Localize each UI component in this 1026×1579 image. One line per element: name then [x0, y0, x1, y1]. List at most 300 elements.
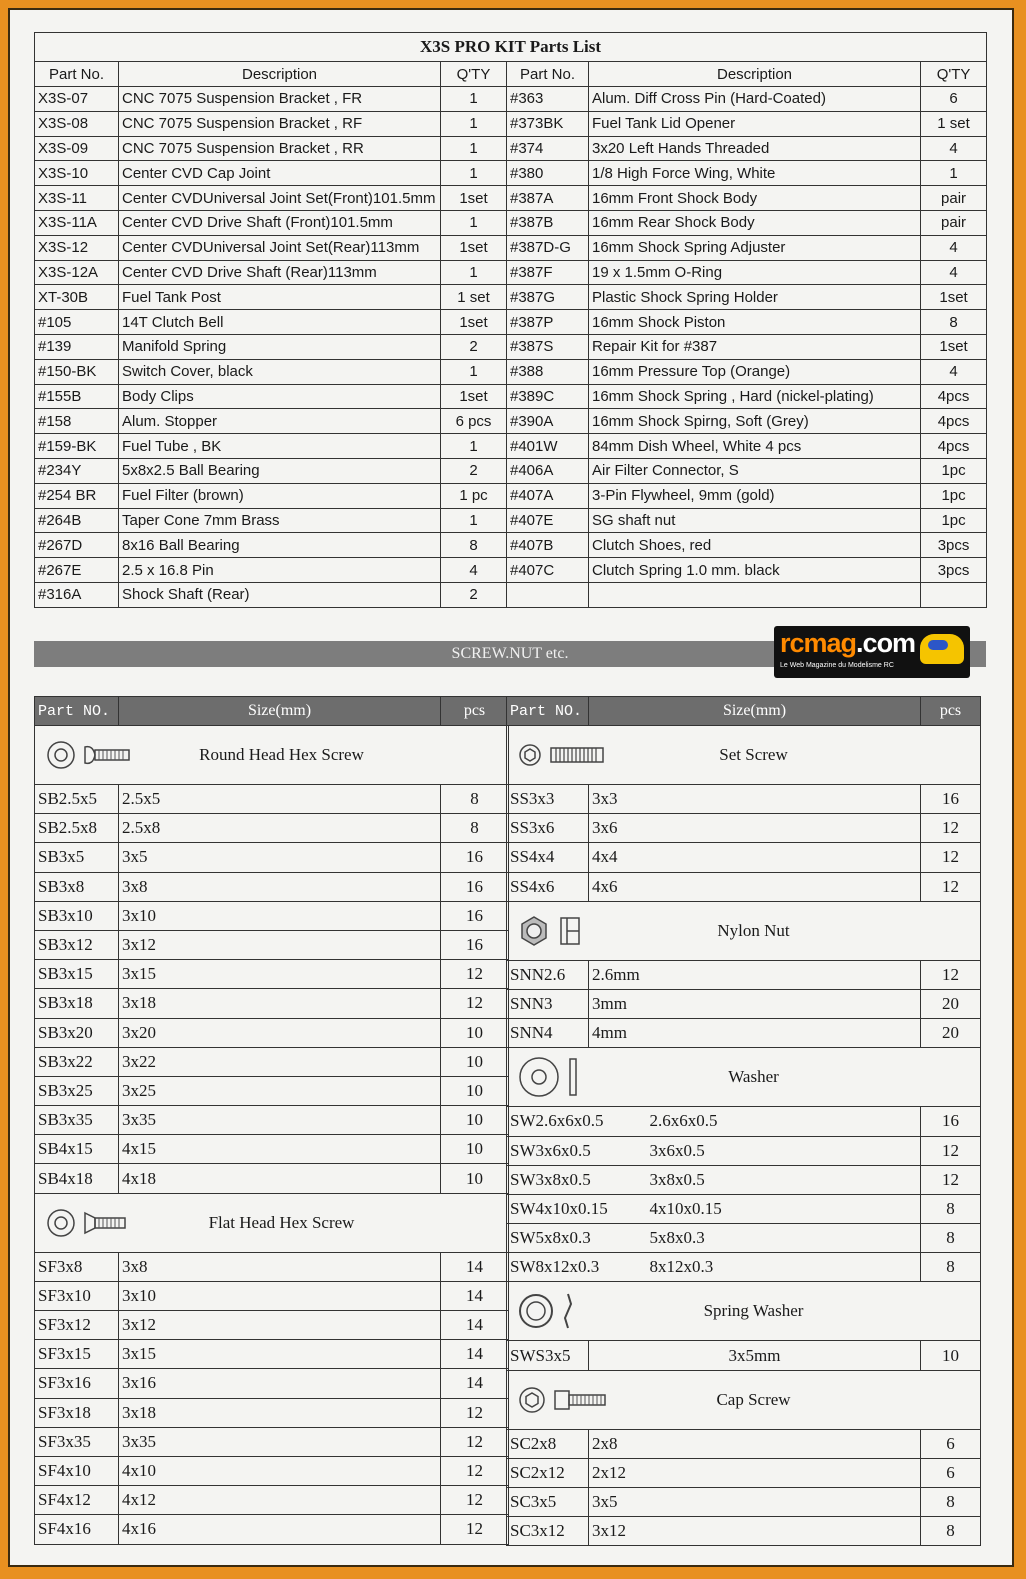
pieces: 14 [441, 1369, 509, 1398]
table-row [35, 1135, 509, 1164]
pieces: 10 [441, 1164, 509, 1193]
pieces: 10 [441, 1047, 509, 1076]
size: 3x22 [119, 1047, 441, 1076]
description: 16mm Front Shock Body [589, 186, 921, 211]
quantity: 1 set [921, 111, 987, 136]
part-number: #387D-G [507, 235, 589, 260]
pieces: 12 [921, 960, 981, 989]
part-number: #388 [507, 359, 589, 384]
table-row [35, 260, 987, 285]
description: CNC 7075 Suspension Bracket , FR [119, 87, 441, 112]
description: Switch Cover, black [119, 359, 441, 384]
table-row [35, 1340, 509, 1369]
quantity: 8 [921, 310, 987, 335]
screw-header-row [507, 697, 981, 726]
size: 3x12 [589, 1517, 921, 1546]
logo-word: rcmag [780, 628, 857, 658]
part-number: SW4x10x0.15 [507, 1194, 589, 1223]
table-row [35, 1281, 509, 1310]
quantity: 1set [441, 310, 507, 335]
size: 4x4 [589, 843, 921, 872]
description: Center CVD Drive Shaft (Front)101.5mm [119, 210, 441, 235]
pieces: 10 [441, 1106, 509, 1135]
pieces: 14 [441, 1340, 509, 1369]
part-number: #105 [35, 310, 119, 335]
table-row [35, 508, 987, 533]
part-number: SF4x12 [35, 1486, 119, 1515]
part-number: SF3x10 [35, 1281, 119, 1310]
part-number: X3S-10 [35, 161, 119, 186]
table-row [507, 1517, 981, 1546]
pieces: 8 [921, 1517, 981, 1546]
part-number: SB4x15 [35, 1135, 119, 1164]
quantity: 2 [441, 334, 507, 359]
part-number: SB3x22 [35, 1047, 119, 1076]
section-row [507, 1282, 981, 1341]
description: Fuel Tank Post [119, 285, 441, 310]
part-number: SC2x8 [507, 1429, 589, 1458]
pieces: 6 [921, 1458, 981, 1487]
table-row [35, 1164, 509, 1193]
screw-header-cell: Size(mm) [589, 697, 921, 726]
section-cell [507, 1048, 981, 1107]
description: Center CVDUniversal Joint Set(Rear)113mm [119, 235, 441, 260]
part-number: #407B [507, 533, 589, 558]
table-row [35, 87, 987, 112]
quantity: 2 [441, 458, 507, 483]
table-row [35, 1486, 509, 1515]
description: 3-Pin Flywheel, 9mm (gold) [589, 483, 921, 508]
description: 16mm Shock Spring , Hard (nickel-plating) [589, 384, 921, 409]
section-row [507, 1370, 981, 1429]
part-number: SF3x35 [35, 1427, 119, 1456]
quantity: 1set [441, 186, 507, 211]
quantity: 1 [441, 161, 507, 186]
part-number: SW2.6x6x0.5 [507, 1107, 589, 1136]
part-number: SS3x6 [507, 814, 589, 843]
section-title: Flat Head Hex Screw [208, 1212, 355, 1232]
screw-header-row [35, 697, 509, 726]
section-row [35, 1193, 509, 1252]
quantity: 1 [921, 161, 987, 186]
part-number: SB2.5x8 [35, 814, 119, 843]
parts-list-table [34, 32, 987, 608]
description: Air Filter Connector, S [589, 458, 921, 483]
quantity: 1 [441, 136, 507, 161]
table-row [35, 1369, 509, 1398]
part-number: SS4x6 [507, 872, 589, 901]
size: 3x8 [119, 872, 441, 901]
quantity: 1 [441, 434, 507, 459]
screw-header-cell: Size(mm) [119, 697, 441, 726]
table-row [507, 814, 981, 843]
part-number: #373BK [507, 111, 589, 136]
description: Fuel Tube , BK [119, 434, 441, 459]
screw-table-left [34, 696, 509, 1545]
description: 16mm Pressure Top (Orange) [589, 359, 921, 384]
table-row [507, 989, 981, 1018]
pieces: 16 [921, 1107, 981, 1136]
parts-header-cell: Part No. [507, 62, 589, 87]
screw-header-cell: Part NO. [507, 697, 589, 726]
part-number: #387P [507, 310, 589, 335]
quantity: 3pcs [921, 533, 987, 558]
description: 16mm Shock Spring Adjuster [589, 235, 921, 260]
description: 16mm Shock Spirng, Soft (Grey) [589, 409, 921, 434]
cap-screw-icon [517, 1385, 607, 1415]
part-number: #267D [35, 533, 119, 558]
table-row [507, 1019, 981, 1048]
pieces: 14 [441, 1281, 509, 1310]
quantity: 8 [441, 533, 507, 558]
part-number: SB2.5x5 [35, 785, 119, 814]
quantity [921, 582, 987, 607]
size: 2x12 [589, 1458, 921, 1487]
table-row [35, 582, 987, 607]
table-row [35, 186, 987, 211]
part-number: #387S [507, 334, 589, 359]
part-number: SB3x8 [35, 872, 119, 901]
table-row [35, 872, 509, 901]
size: 4x12 [119, 1486, 441, 1515]
part-number: SB3x12 [35, 930, 119, 959]
screw-header-cell: pcs [921, 697, 981, 726]
size-value: 3x6x0.5 [649, 1140, 705, 1160]
quantity: 1 [441, 359, 507, 384]
table-row [35, 1076, 509, 1105]
description: 8x16 Ball Bearing [119, 533, 441, 558]
table-row [507, 1488, 981, 1517]
table-row [35, 161, 987, 186]
set-screw-icon [517, 742, 605, 768]
pieces: 16 [441, 930, 509, 959]
size: 2.5x5 [119, 785, 441, 814]
table-row [35, 1252, 509, 1281]
screw-header-cell: Part NO. [35, 697, 119, 726]
section-row [507, 1048, 981, 1107]
pieces: 16 [441, 872, 509, 901]
size: 2x8 [589, 1429, 921, 1458]
table-row [35, 1398, 509, 1427]
part-number: #158 [35, 409, 119, 434]
description [589, 582, 921, 607]
part-number: X3S-11A [35, 210, 119, 235]
pieces: 12 [921, 843, 981, 872]
size: 3x20 [119, 1018, 441, 1047]
pieces: 12 [441, 1427, 509, 1456]
round-head-hex-screw-icon [45, 739, 131, 771]
size: 4x10 [119, 1456, 441, 1485]
part-number: SB3x15 [35, 960, 119, 989]
size [589, 1136, 921, 1165]
table-row [507, 1136, 981, 1165]
part-number: SW8x12x0.3 [507, 1253, 589, 1282]
part-number: SB3x35 [35, 1106, 119, 1135]
screw-nut-banner: SCREW.NUT etc. [34, 641, 986, 667]
size: 4mm [589, 1019, 921, 1048]
logo-tagline: Le Web Magazine du Modelisme RC [780, 662, 894, 669]
section-row [35, 726, 509, 785]
section-title: Round Head Hex Screw [199, 745, 364, 764]
size: 3x15 [119, 1340, 441, 1369]
quantity: 1 [441, 111, 507, 136]
pieces: 12 [921, 872, 981, 901]
part-number: X3S-08 [35, 111, 119, 136]
quantity: 6 [921, 87, 987, 112]
quantity: 1 [441, 508, 507, 533]
description: SG shaft nut [589, 508, 921, 533]
description: Manifold Spring [119, 334, 441, 359]
size: 3x15 [119, 960, 441, 989]
quantity: 1 [441, 210, 507, 235]
pieces: 12 [921, 1165, 981, 1194]
section-cell [35, 726, 509, 785]
table-row [35, 434, 987, 459]
size: 2.6mm [589, 960, 921, 989]
pieces: 16 [441, 901, 509, 930]
quantity: 4 [921, 136, 987, 161]
table-row [35, 384, 987, 409]
parts-header-cell: Q'TY [921, 62, 987, 87]
size: 3x25 [119, 1076, 441, 1105]
table-row [35, 533, 987, 558]
description: Fuel Filter (brown) [119, 483, 441, 508]
quantity: 4pcs [921, 409, 987, 434]
quantity: 3pcs [921, 558, 987, 583]
part-number: #159-BK [35, 434, 119, 459]
quantity: 4 [921, 235, 987, 260]
part-number: SF4x16 [35, 1515, 119, 1544]
quantity: pair [921, 186, 987, 211]
quantity: 2 [441, 582, 507, 607]
parts-header-cell: Q'TY [441, 62, 507, 87]
section-title: Spring Washer [703, 1301, 804, 1321]
table-row [35, 409, 987, 434]
part-number: SB3x20 [35, 1018, 119, 1047]
table-row [507, 1341, 981, 1370]
part-number: #155B [35, 384, 119, 409]
table-row [507, 785, 981, 814]
pieces: 8 [441, 785, 509, 814]
pieces: 20 [921, 989, 981, 1018]
part-number: #387B [507, 210, 589, 235]
description: CNC 7075 Suspension Bracket , RR [119, 136, 441, 161]
table-row [507, 872, 981, 901]
section-cell [35, 1193, 509, 1252]
quantity: 1 [441, 87, 507, 112]
table-row [35, 285, 987, 310]
size: 3x5 [589, 1488, 921, 1517]
parts-list-title: X3S PRO KIT Parts List [35, 33, 987, 62]
section-row [507, 726, 981, 785]
quantity: 1set [441, 384, 507, 409]
size: 3mm [589, 989, 921, 1018]
size: 3x5 [119, 843, 441, 872]
table-row [35, 558, 987, 583]
rcmag-logo [774, 626, 970, 678]
table-row [35, 814, 509, 843]
quantity: 1pc [921, 483, 987, 508]
part-number: #380 [507, 161, 589, 186]
quantity: 4pcs [921, 384, 987, 409]
section-cell [507, 901, 981, 960]
part-number: SB3x10 [35, 901, 119, 930]
part-number: X3S-12 [35, 235, 119, 260]
table-row [35, 458, 987, 483]
description: Clutch Spring 1.0 mm. black [589, 558, 921, 583]
table-row [507, 843, 981, 872]
part-number: #401W [507, 434, 589, 459]
quantity: 1 [441, 260, 507, 285]
table-row [507, 1458, 981, 1487]
table-row [35, 235, 987, 260]
section-title: Nylon Nut [717, 920, 790, 940]
table-row [507, 1165, 981, 1194]
parts-header-cell: Part No. [35, 62, 119, 87]
description: 84mm Dish Wheel, White 4 pcs [589, 434, 921, 459]
page [8, 8, 1014, 1567]
section-title: Set Screw [719, 745, 788, 764]
section-cell [507, 1282, 981, 1341]
pieces: 8 [441, 814, 509, 843]
screw-table-right [506, 696, 981, 1546]
size: 3x18 [119, 1398, 441, 1427]
parts-header-row [35, 62, 987, 87]
description: Clutch Shoes, red [589, 533, 921, 558]
description: Alum. Stopper [119, 409, 441, 434]
size-value: 3x8x0.5 [649, 1169, 705, 1189]
table-row [35, 989, 509, 1018]
size: 3x8 [119, 1252, 441, 1281]
quantity: 1pc [921, 458, 987, 483]
part-number: #264B [35, 508, 119, 533]
part-number: SF3x8 [35, 1252, 119, 1281]
quantity: 4 [921, 359, 987, 384]
table-row [35, 483, 987, 508]
size [589, 1253, 921, 1282]
size-value: 5x8x0.3 [649, 1228, 705, 1248]
part-number: #387A [507, 186, 589, 211]
washer-icon [517, 1055, 579, 1099]
part-number: SB3x5 [35, 843, 119, 872]
part-number: X3S-12A [35, 260, 119, 285]
part-number: SW3x6x0.5 [507, 1136, 589, 1165]
part-number: #316A [35, 582, 119, 607]
table-row [35, 359, 987, 384]
quantity: 1 pc [441, 483, 507, 508]
pieces: 8 [921, 1488, 981, 1517]
size-value: 2.6x6x0.5 [649, 1111, 718, 1131]
quantity: 1set [921, 285, 987, 310]
size: 3x10 [119, 1281, 441, 1310]
part-number: X3S-11 [35, 186, 119, 211]
pieces: 6 [921, 1429, 981, 1458]
size [589, 1165, 921, 1194]
section-title: Washer [728, 1067, 779, 1087]
part-number: SF3x16 [35, 1369, 119, 1398]
table-row [507, 1253, 981, 1282]
table-row [35, 1106, 509, 1135]
flat-head-hex-screw-icon [45, 1207, 127, 1239]
table-row [507, 1194, 981, 1223]
part-number: #374 [507, 136, 589, 161]
part-number: XT-30B [35, 285, 119, 310]
pieces: 8 [921, 1224, 981, 1253]
pieces: 12 [921, 1136, 981, 1165]
table-row [35, 1018, 509, 1047]
size-value: 4x10x0.15 [649, 1198, 722, 1218]
part-number: #139 [35, 334, 119, 359]
part-number: SNN3 [507, 989, 589, 1018]
table-row [35, 843, 509, 872]
section-title: Cap Screw [716, 1389, 791, 1409]
pieces: 14 [441, 1252, 509, 1281]
size-value: 8x12x0.3 [649, 1257, 714, 1277]
pieces: 12 [921, 814, 981, 843]
table-row [35, 1311, 509, 1340]
description: CNC 7075 Suspension Bracket , RF [119, 111, 441, 136]
logo-domain: .com [856, 628, 916, 658]
size [589, 1194, 921, 1223]
section-cell [507, 1370, 981, 1429]
table-row [35, 1456, 509, 1485]
quantity: 1set [921, 334, 987, 359]
part-number: SB4x18 [35, 1164, 119, 1193]
description: 5x8x2.5 Ball Bearing [119, 458, 441, 483]
pieces: 12 [441, 1398, 509, 1427]
part-number: #390A [507, 409, 589, 434]
part-number: X3S-07 [35, 87, 119, 112]
part-number: #363 [507, 87, 589, 112]
pieces: 20 [921, 1019, 981, 1048]
part-number: SC3x5 [507, 1488, 589, 1517]
quantity: 1set [441, 235, 507, 260]
table-row [507, 1107, 981, 1136]
description: Fuel Tank Lid Opener [589, 111, 921, 136]
table-row [35, 901, 509, 930]
size: 4x16 [119, 1515, 441, 1544]
size [589, 1107, 921, 1136]
part-number: SC3x12 [507, 1517, 589, 1546]
part-number: #267E [35, 558, 119, 583]
car-icon [920, 634, 964, 664]
size: 3x18 [119, 989, 441, 1018]
part-number: SS3x3 [507, 785, 589, 814]
screw-header-cell: pcs [441, 697, 509, 726]
part-number: SF3x12 [35, 1311, 119, 1340]
part-number: #407E [507, 508, 589, 533]
description: Plastic Shock Spring Holder [589, 285, 921, 310]
part-number: SWS3x5 [507, 1341, 589, 1370]
quantity: 6 pcs [441, 409, 507, 434]
pieces: 8 [921, 1253, 981, 1282]
size: 3x35 [119, 1427, 441, 1456]
part-number: SB3x18 [35, 989, 119, 1018]
part-number: #407C [507, 558, 589, 583]
pieces: 12 [441, 1456, 509, 1485]
section-cell [507, 726, 981, 785]
size: 3x3 [589, 785, 921, 814]
part-number: #406A [507, 458, 589, 483]
part-number: SNN2.6 [507, 960, 589, 989]
description: 19 x 1.5mm O-Ring [589, 260, 921, 285]
table-row [507, 1224, 981, 1253]
section-row [507, 901, 981, 960]
pieces: 10 [441, 1018, 509, 1047]
part-number [507, 582, 589, 607]
size: 4x6 [589, 872, 921, 901]
table-row [35, 930, 509, 959]
